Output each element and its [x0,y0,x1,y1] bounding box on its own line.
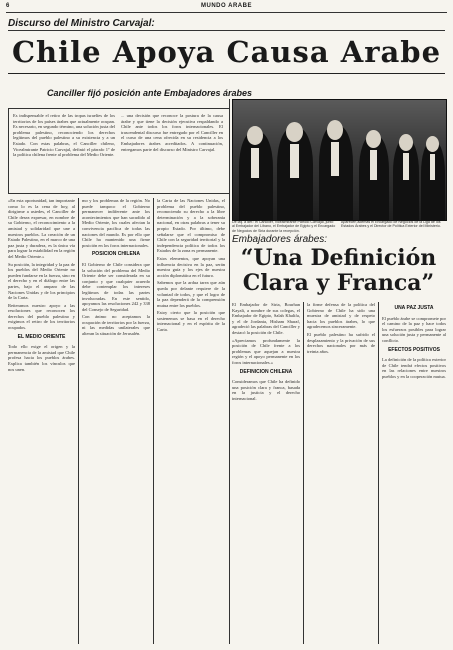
article-kicker: Discurso del Ministro Carvajal: [8,18,155,29]
page-number: 6 [6,3,10,9]
column-divider [303,302,304,644]
subhead-medio-oriente: EL MEDIO ORIENTE [17,333,66,340]
intro-box-left-text: Es indispensable el retiro de las tropas israelíes de los territorios de los países árabes que actualmente ocupan. Es necesario, en segundo término, una solución justa del problema palestino, reconociendo los derechos legítimos del pueblo palestino a su existencia y a un Estado. Con estas palabras, el Canciller chileno, Vicealmirante Patricio Carvajal, definió el párrafo 1º de la política chilena frente al problema del Medio Oriente. [13,113,115,158]
intro-box-right-text: ... una decisión que reconoce la postura de la causa árabe y que tiene la decisión ejecutiva respaldando a Chile ante todos los foros internacionales. El trascendental discurso fue entregado por el Canciller en el curso de una cena ofrecida en su residencia a los Embajadores árabes acreditados. A continuación, entregamos parte del discurso del Ministro Carvajal. [121,113,223,152]
kicker-rule [8,30,445,31]
column-divider [378,302,379,644]
subhead-posicion-chilena: POSICION CHILENA [91,251,141,258]
sidebar-kicker: Embajadores árabes: [232,234,328,245]
body-column-3: la Carta de las Naciones Unidas, el problema del pueblo palestino, reconociendo su derecho a la libre determinación y a la soberanía nacional, en otras palabras a tener su propio Estado. Por último, debe señalarse que el compromiso de Chile con la seguridad territorial y la independencia política de todos los Estados de la zona es permanente. Estos elementos, que apoyan una influencia decisiva en la paz, serán nuestra guía y los ejes de nuestra acción diplomática en el futuro. Sabemos que la ardua tarea que aún queda por delante requiere de la voluntad de todos, y que el logro de la paz dependerá de la comprensión mutua entre los pueblos. Estoy cierto que la posición que sostenemos se basa en el derecho internacional y en el espíritu de la Carta. [157,198,225,333]
subhead-efectos-positivos: EFECTOS POSITIVOS [388,346,440,353]
page-header [6,2,447,13]
sidebar-column-1: El Embajador de Siria, Bourhan Kayali, a nombre de sus colegas, el Embajador de Egipto, Salah Khalifa, y el de Jordania, Hisham Sharaf, agradeció las palabras del Canciller y destacó la posición de Chile. «Apreciamos profundamente la posición de Chile frente a los problemas que aquejan a nuestra región y el apoyo permanente en los foros internacionales.» DEFINICION CHILENA Consideramos que Chile ha definido una posición clara y franca, basada en la justicia y el derecho internacional. [232,302,300,401]
headline-rule [8,73,445,74]
column-divider [78,198,79,644]
sidebar-column-3: UNA PAZ JUSTA El pueblo árabe se compromete por el camino de la paz y hace todos los esfuerzos posibles para lograr una solución justa y permanente al conflicto. EFECTOS POSITIVOS La definición de la política exterior de Chile tendrá efectos positivos en las relaciones entre nuestros pueblos y en la cooperación mutua. [382,305,446,379]
ambassadors-photo [232,99,447,221]
section-divider [229,99,230,644]
subhead-paz-justa: UNA PAZ JUSTA [394,305,434,311]
photo-caption-left: De izq. a der.: el Canciller, Vicealmirante Patricio Carvajal, junto al Embajador del Líbano, el Embajador de Egipto y el Encargado de Negocios de Siria durante la recepción. [232,220,336,233]
sidebar-column-2: la firme defensa de la política del Gobierno de Chile ha sido una muestra de amistad y de respeto hacia los pueblos árabes, lo que agradecemos sinceramente. El pueblo palestino ha sufrido el desplazamiento y la privación de sus derechos nacionales por más de treinta años. [307,302,375,354]
sidebar-headline: “Una Definición Clara y Franca” [240,245,437,296]
subhead-definicion-chilena: DEFINICION CHILENA [239,368,293,375]
photo-caption-right: Aparecen además el Encargado de Negocios de la Liga de los Estados Árabes y el Director de Política Exterior del Ministerio. [341,220,441,229]
article-deck: Canciller fijó posición ante Embajadores árabes [47,88,253,98]
article-headline: Chile Apoya Causa Arabe [11,35,442,69]
body-column-1: «En esta oportunidad, tan importante como lo es la cena de hoy, al dirigirme a ustedes, el Canciller de Chile desea expresar, en nombre de su Gobierno, el reconocimiento a la amistad y solidaridad que une a nuestros pueblos. La creación de un Estado Palestino, en el marco de una paz justa y duradera, es la única vía para lograr la estabilidad en la región del Medio Oriente.» Su posición, la integridad y la paz de los pueblos del Medio Oriente no pueden fundarse en la fuerza, sino en el derecho y en el diálogo entre las partes, bajo el amparo de las Naciones Unidas y de los principios de la Carta. Reiteramos nuestro apoyo a las resoluciones que reconocen los derechos del pueblo palestino y exigimos el retiro de los territorios ocupados. EL MEDIO ORIENTE Todo ello exige el origen y la permanencia de la amistad que Chile profesa hacia los pueblos árabes. Explica también los vínculos que nos unen. [8,198,75,372]
body-column-2: mo y los problemas de la región. No puede tampoco el Gobierno permanecer indiferente ante los acontecimientos que han sacudido al Medio Oriente, los cuales afectan la convivencia pacífica de todas las naciones del mundo. Es por ello que Chile ha mantenido una firme posición en los foros internacionales. POSICION CHILENA El Gobierno de Chile considera que la solución del problema del Medio Oriente debe ser considerada en su conjunto y que cualquier acuerdo debe contemplar los intereses legítimos de todas las partes involucradas. En este sentido, apoyamos las resoluciones 242 y 338 del Consejo de Seguridad. Con ánimo no aceptamos la ocupación de territorios por la fuerza, ni las medidas unilaterales que alteran la situación de Jerusalén. [82,198,150,337]
masthead: MUNDO ARABE [201,3,252,9]
column-divider [153,198,154,644]
